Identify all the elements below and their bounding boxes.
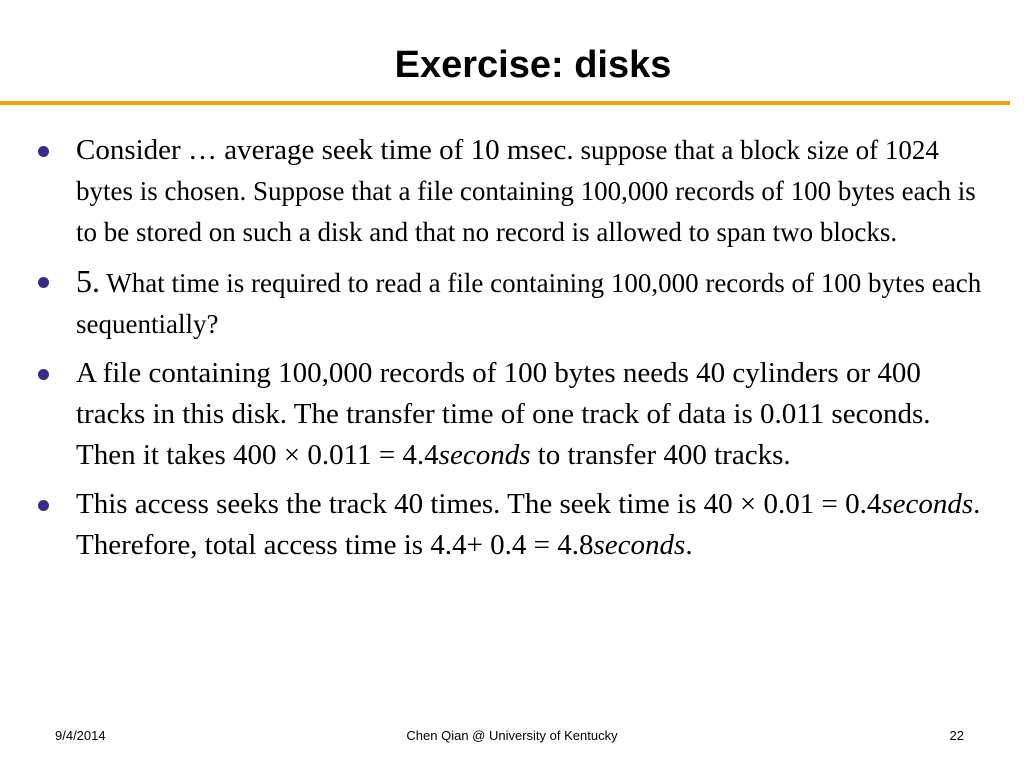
- title-divider: [0, 101, 1010, 105]
- bullet-item: [0, 353, 1010, 476]
- bullet-text: [76, 261, 986, 345]
- bullet-text-part: A file containing 100,000 records of 100 bytes needs 40 cylinders or 400 tracks in this disk. The transfer time of one track of data is 0.011 seconds. Then it takes 400 × 0.011 = 4.4: [76, 357, 931, 471]
- bullet-icon: [38, 146, 49, 157]
- bullet-italic-unit: seconds: [881, 488, 974, 520]
- bullet-text-part: .: [685, 529, 693, 561]
- footer-center: Chen Qian @ University of Kentucky: [406, 728, 618, 743]
- bullet-lead: Consider … average seek time of 10 msec.: [76, 134, 574, 166]
- bullet-text-part: . Therefore, total access time is 4.4+ 0.4 = 4.8: [76, 488, 981, 561]
- bullet-text-part: This access seeks the track 40 times. The seek time is 40 × 0.01 = 0.4: [76, 488, 882, 520]
- footer-page-number: 22: [949, 728, 964, 743]
- bullet-text: [76, 353, 986, 476]
- slide-title: Exercise: disks: [394, 44, 672, 86]
- bullet-item: [0, 130, 1010, 253]
- bullet-item: [0, 484, 1010, 566]
- bullet-lead: 5.: [76, 263, 100, 299]
- bullet-text: [76, 484, 986, 566]
- bullet-text: [76, 130, 986, 253]
- bullet-icon: [38, 500, 49, 511]
- bullet-icon: [38, 277, 49, 288]
- bullet-text-part: to transfer 400 tracks.: [530, 439, 791, 471]
- footer-date: 9/4/2014: [55, 728, 106, 743]
- bullet-rest: What time is required to read a file containing 100,000 records of 100 bytes each sequentially?: [76, 268, 982, 339]
- bullet-item: [0, 261, 1010, 345]
- bullet-italic-unit: seconds: [593, 529, 686, 561]
- bullet-icon: [38, 369, 49, 380]
- bullet-rest: suppose that a block size of 1024 bytes is chosen. Suppose that a file containing 100,000 records of 100 bytes each is to be stored on such a disk and that no record is allowed to span two blocks.: [76, 135, 976, 247]
- bullet-list: [0, 130, 1010, 574]
- bullet-italic-unit: seconds: [438, 439, 531, 471]
